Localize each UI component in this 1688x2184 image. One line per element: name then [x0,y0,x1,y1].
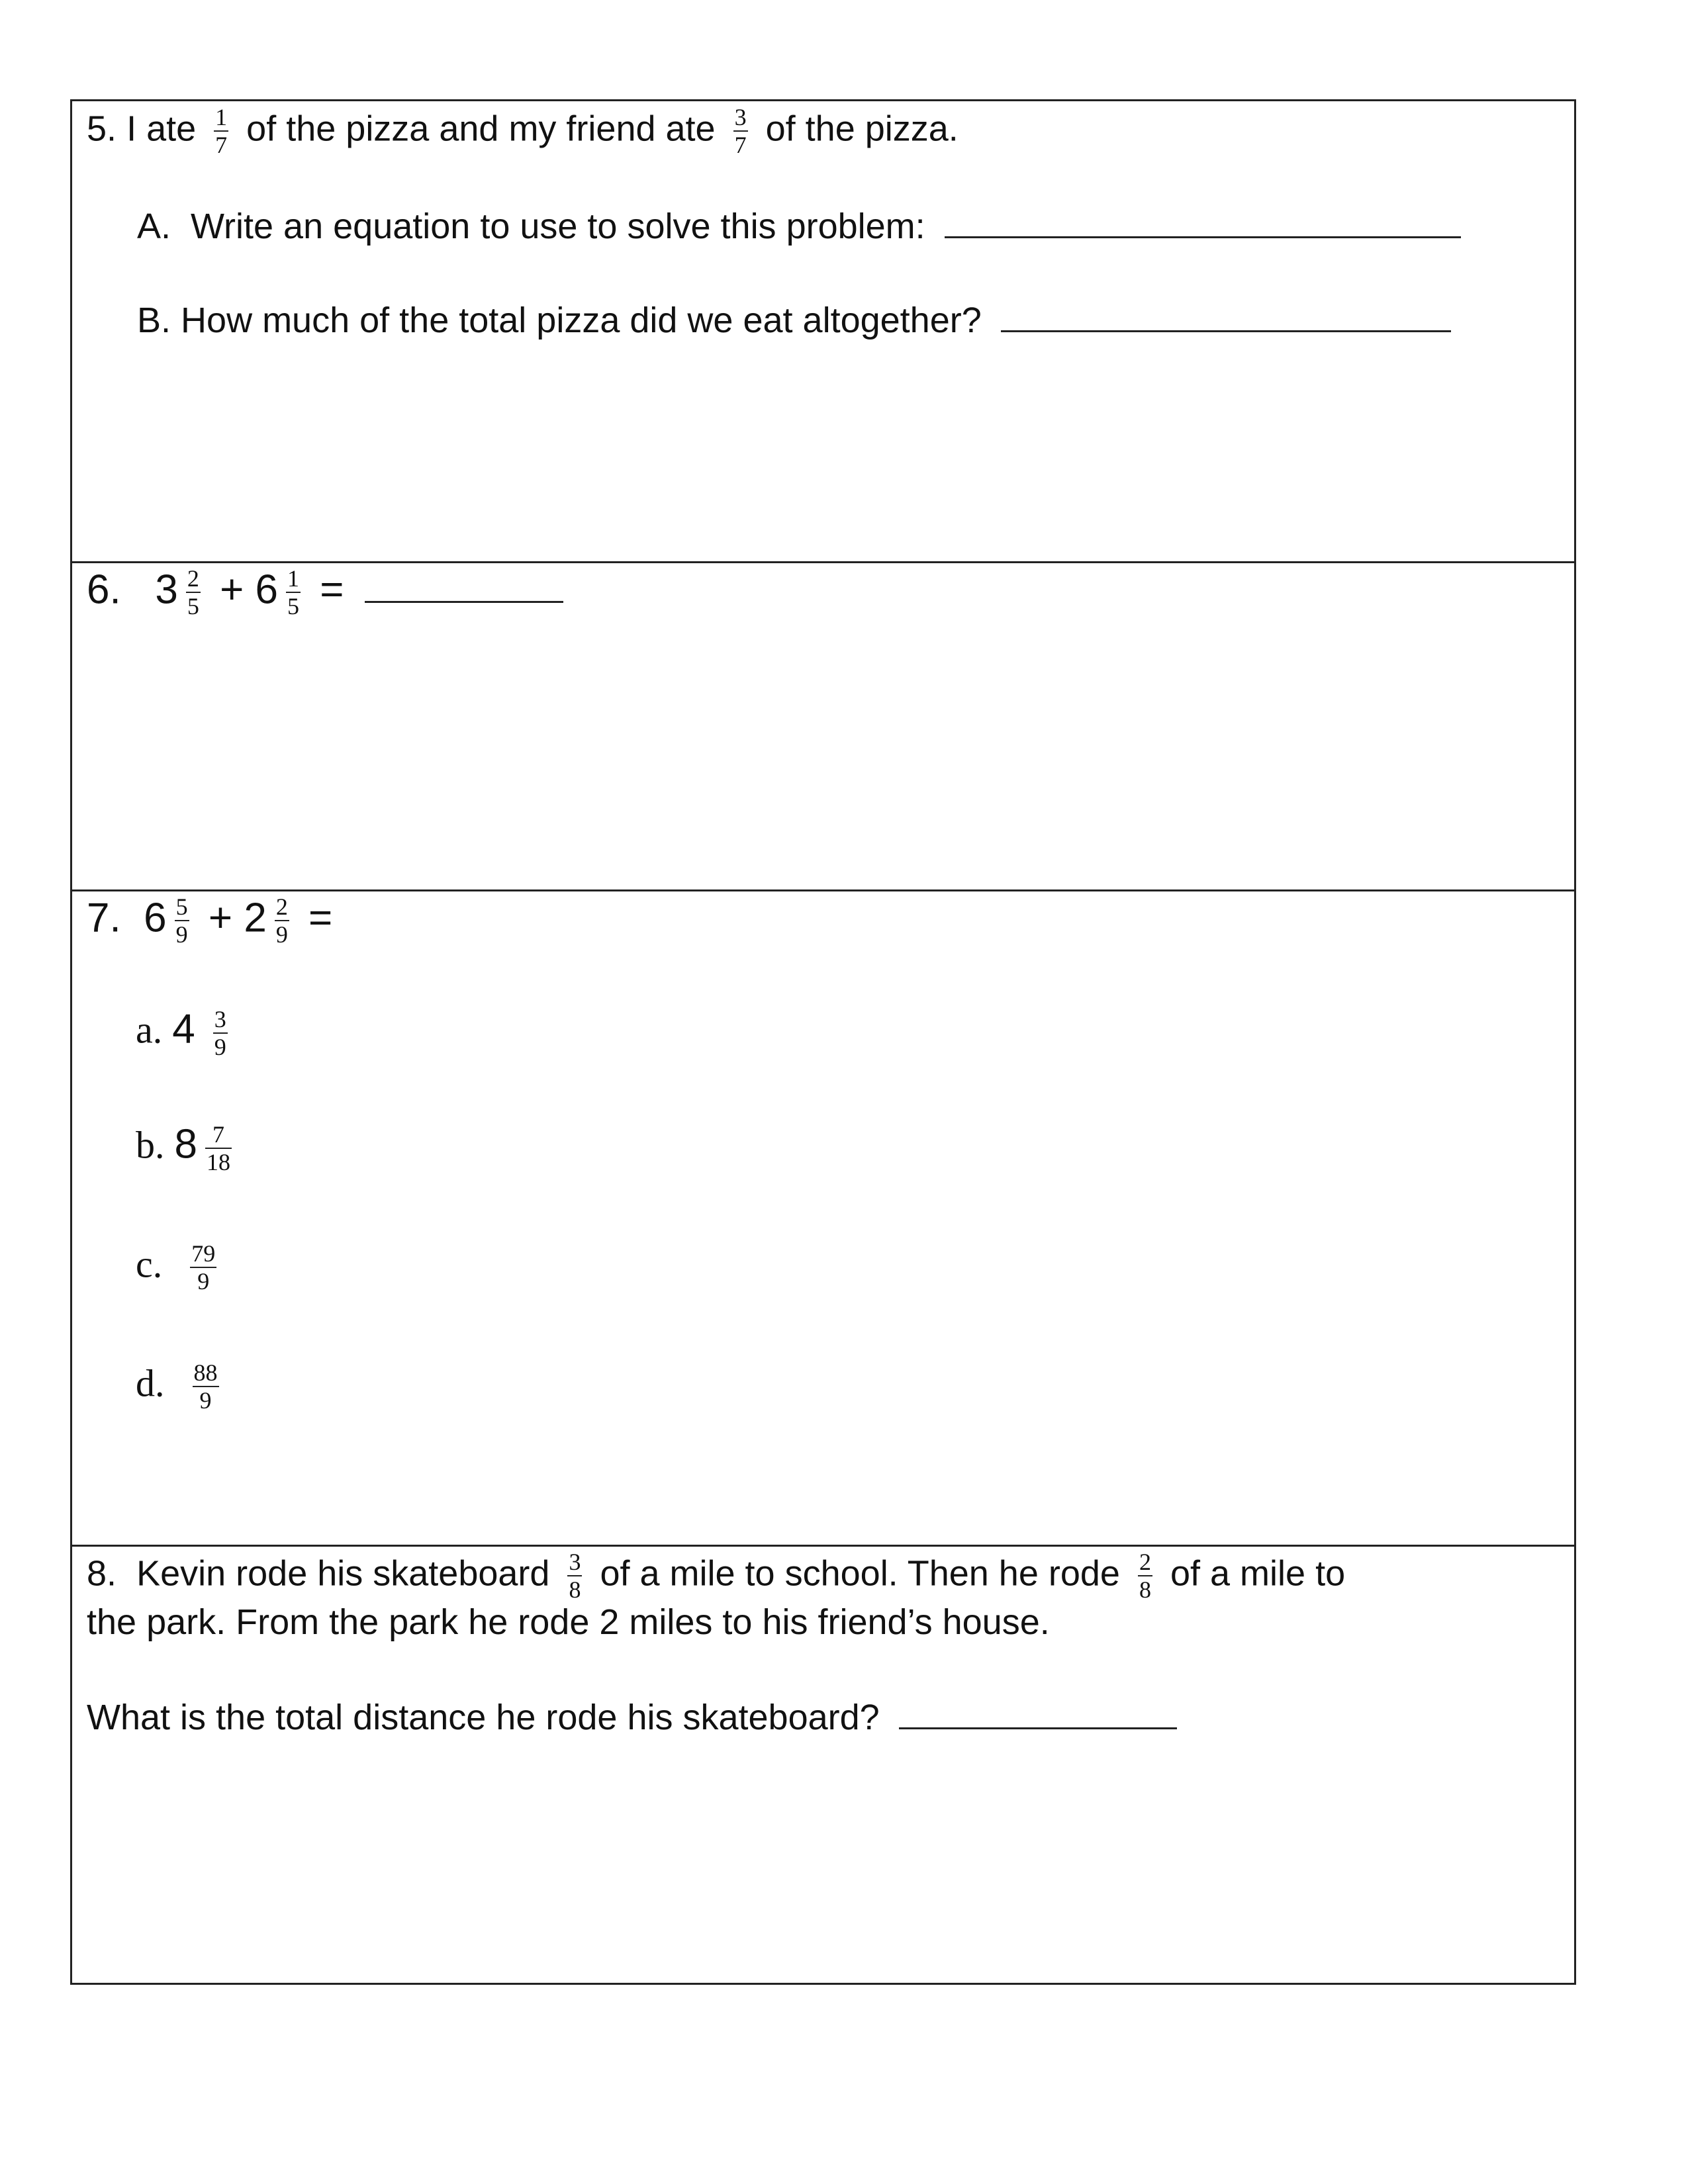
stem-text: I ate [126,109,197,149]
question-number: 7. [87,895,121,941]
question-8-stem [87,1549,1345,1603]
question-5-stem [87,104,959,158]
option-letter: c. [136,1242,163,1286]
fraction: $\frac{2}{9}$ [275,893,288,948]
option-a[interactable] [136,1006,236,1060]
question-6-expression [87,565,563,619]
part-b [137,297,1451,343]
fraction: $\frac{88}{9}$ [193,1359,218,1414]
fraction: $\frac{1}{5}$ [287,565,300,619]
stem-text: of a mile to school. Then he rode [600,1553,1120,1594]
option-c[interactable] [136,1240,224,1295]
part-text: How much of the total pizza did we eat altogether? [181,300,982,340]
option-d[interactable] [136,1359,227,1414]
question-8-stem-line-2: the park. From the park he rode 2 miles to his friend’s house. [87,1602,1050,1642]
stem-text: Kevin rode his skateboard [136,1553,550,1594]
fraction: $\frac{3}{7}$ [734,104,747,158]
answer-blank[interactable] [899,1697,1177,1729]
answer-blank[interactable] [945,206,1461,238]
part-label: B. [137,300,171,340]
part-label: A. [137,206,171,246]
operator: + 2 [208,895,267,941]
fraction: $\frac{1}{7}$ [215,104,228,158]
question-8-box [70,1545,1576,1985]
whole-number: 6 [144,895,167,941]
question-number: 6. [87,567,121,613]
question-6-box [70,561,1576,891]
fraction: $\frac{2}{5}$ [187,565,199,619]
option-letter: b. [136,1123,165,1167]
equals-sign: = [308,895,333,941]
option-letter: d. [136,1361,165,1405]
question-number: 8. [87,1553,117,1594]
option-whole: 4 [172,1006,195,1052]
question-7-box [70,889,1576,1547]
part-a [137,203,1461,250]
operator: + 6 [220,567,279,613]
whole-number: 3 [155,567,178,613]
option-b[interactable] [136,1121,240,1175]
stem-text: of the pizza. [765,109,959,149]
question-number: 5. [87,109,117,149]
equals-sign: = [320,567,344,613]
part-text: Write an equation to use to solve this problem: [191,206,925,246]
answer-blank[interactable] [365,570,563,603]
question-8-question [87,1694,1177,1741]
fraction: $\frac{3}{8}$ [569,1549,581,1603]
fraction: $\frac{7}{18}$ [207,1121,230,1175]
stem-text: of a mile to [1170,1553,1346,1594]
question-5-box [70,99,1576,563]
fraction: $\frac{3}{9}$ [214,1006,226,1060]
fraction: $\frac{5}{9}$ [175,893,188,948]
option-letter: a. [136,1008,163,1052]
question-7-expression [87,893,332,948]
option-whole: 8 [174,1121,197,1167]
question-text: What is the total distance he rode his skateboard? [87,1698,880,1737]
fraction: $\frac{2}{8}$ [1139,1549,1151,1603]
fraction: $\frac{79}{9}$ [191,1240,216,1295]
answer-blank[interactable] [1001,300,1451,332]
stem-text: of the pizza and my friend ate [246,109,716,149]
